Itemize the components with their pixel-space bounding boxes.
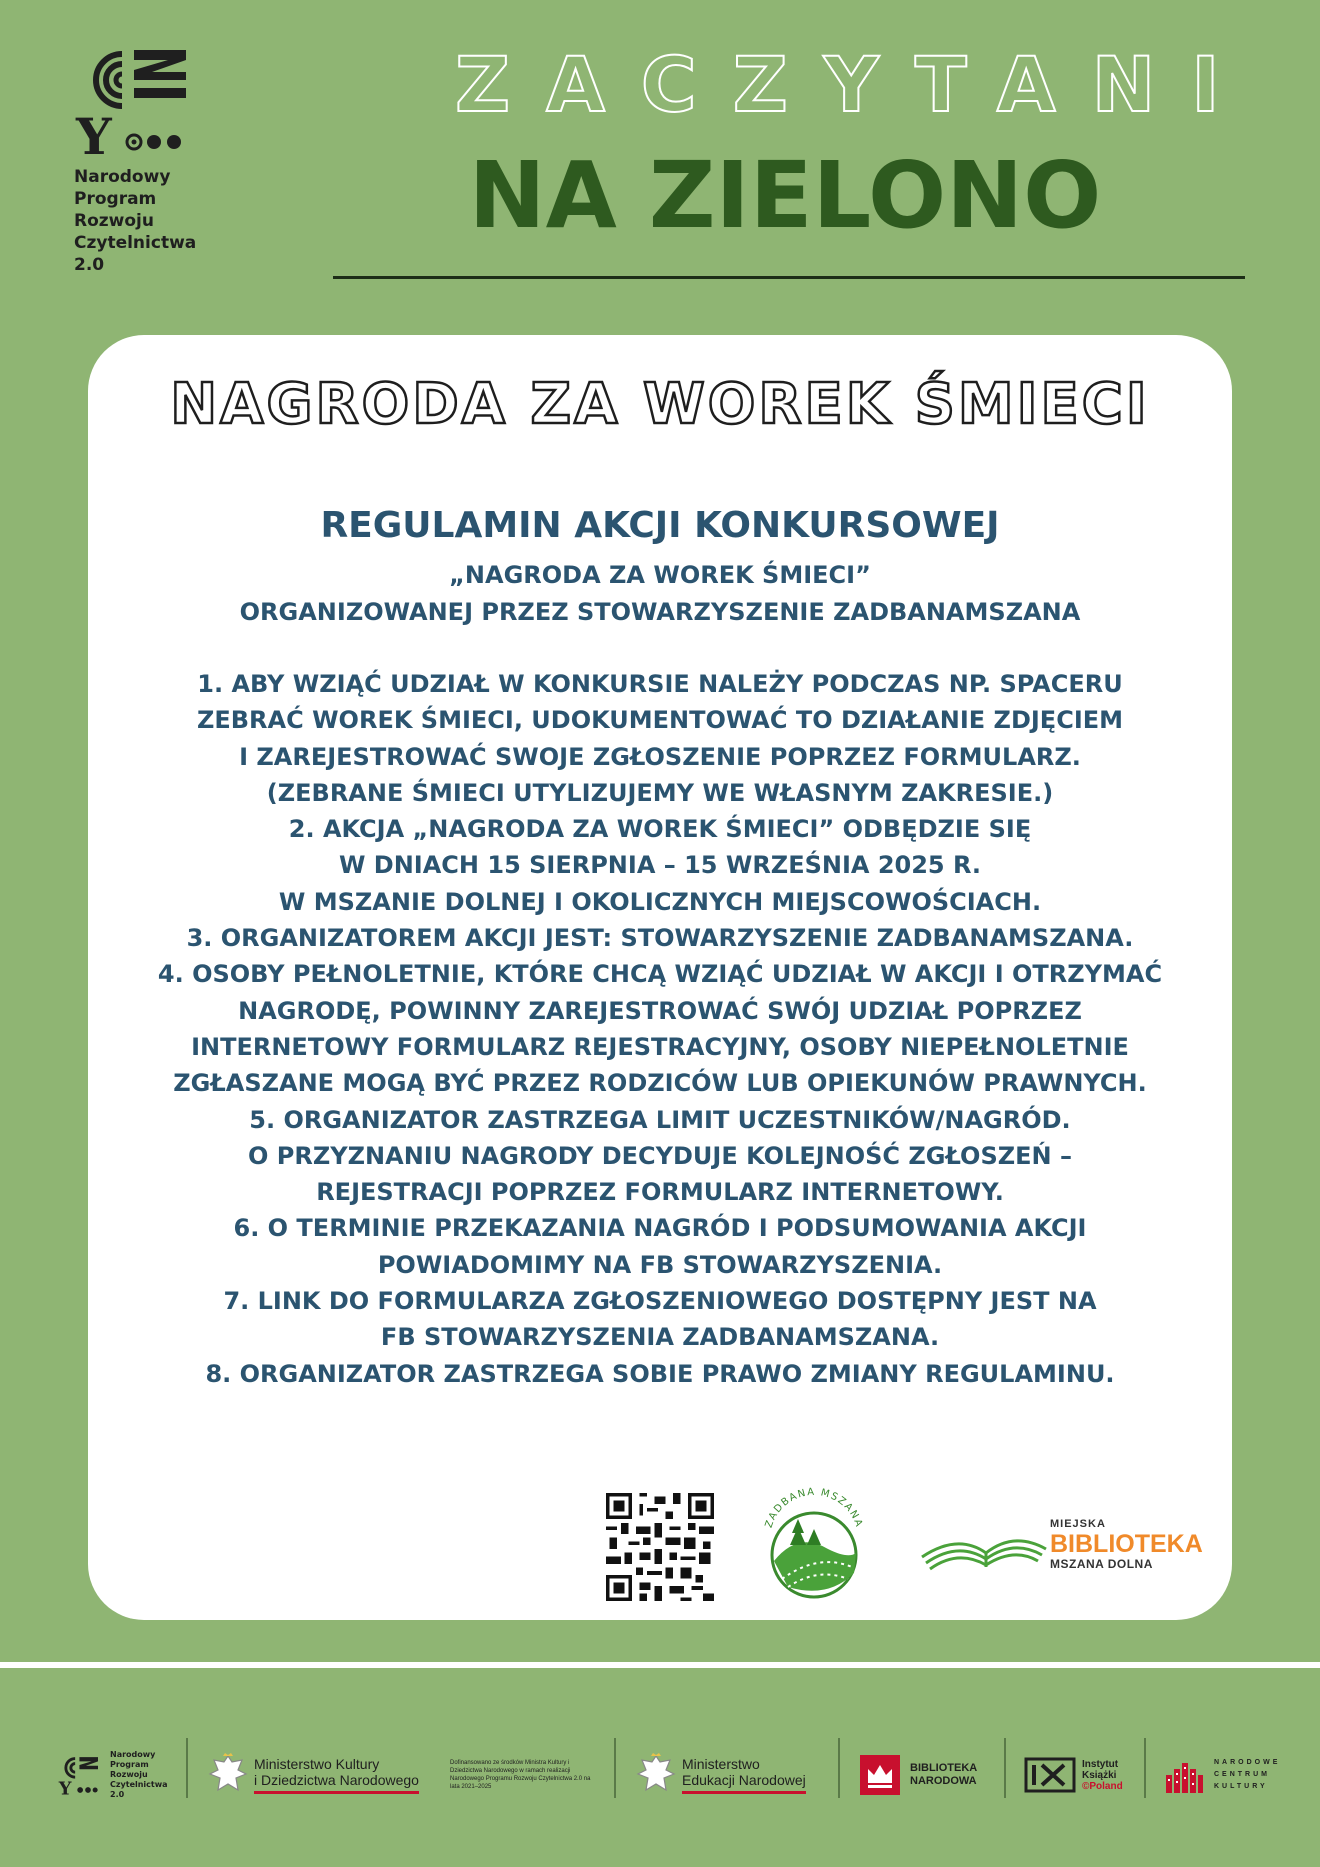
footer-funding-note: Dofinansowano ze środków Ministra Kultury i Dziedzictwa Narodowego w ramach realizacji Narodowego Programu Rozwoju Czytelnictwa 2.0 na lata 2021–2025 [450, 1760, 591, 1790]
title-na-zielono: NA ZIELONO [468, 142, 1102, 249]
rule-line: I ZAREJESTROWAĆ SWOJE ZGŁOSZENIE POPRZEZ FORMULARZ. [239, 742, 1081, 771]
rule-line: 5. ORGANIZATOR ZASTRZEGA LIMIT UCZESTNIKÓW/NAGRÓD. [249, 1105, 1071, 1134]
footer-separator [614, 1738, 616, 1798]
rule-line: POWIADOMIMY NA FB STOWARZYSZENIA. [377, 1250, 943, 1279]
footer-nck-logo: NARODOWE CENTRUM KULTURY [1164, 1730, 1280, 1820]
czytelnictwo-small-icon [58, 1754, 98, 1796]
regulations-heading: REGULAMIN AKCJI KONKURSOWEJ [320, 505, 1000, 546]
footer-men-logo: Ministerstwo Edukacji Narodowej [636, 1730, 806, 1820]
rule-line: FB STOWARZYSZENIA ZADBANAMSZANA. [380, 1323, 940, 1352]
czytelnictwo-logo [74, 44, 214, 276]
rule-line: REJESTRACJI POPRZEZ FORMULARZ INTERNETOWY. [316, 1178, 1004, 1207]
card-title: NAGRODA ZA WOREK ŚMIECI [170, 372, 1150, 437]
czytelnictwo-logo-icon [74, 44, 186, 156]
regulations-subtitle: „NAGRODA ZA WOREK ŚMIECI” [449, 561, 871, 589]
footer-separator [1004, 1738, 1006, 1798]
library-logo: MIEJSKA BIBLIOTEKA MSZANA DOLNA [1050, 1518, 1203, 1571]
header-divider [333, 276, 1245, 279]
footer-nprcz-logo: Y Narodowy Program Rozwoju Czytelnictwa 2.0 [58, 1750, 168, 1799]
rule-line: 3. ORGANIZATOREM AKCJI JEST: STOWARZYSZENIE ZADBANAMSZANA. [186, 924, 1134, 953]
footer-ik-logo: Instytut Książki ©Poland [1024, 1730, 1123, 1820]
rule-line: W DNIACH 15 SIERPNIA – 15 WRZEŚNIA 2025 R. [338, 851, 982, 880]
bn-crown-icon [860, 1755, 900, 1795]
rule-line: (ZEBRANE ŚMIECI UTYLIZUJEMY WE WŁASNYM ZAKRESIE.) [266, 778, 1054, 807]
rule-line: INTERNETOWY FORMULARZ REJESTRACYJNY, OSOBY NIEPEŁNOLETNIE [191, 1032, 1129, 1061]
rule-line: 7. LINK DO FORMULARZA ZGŁOSZENIOWEGO DOSTĘPNY JEST NA [223, 1287, 1097, 1316]
rule-line: 4. OSOBY PEŁNOLETNIE, KTÓRE CHCĄ WZIĄĆ UDZIAŁ W AKCJI I OTRZYMAĆ [157, 960, 1163, 989]
rule-line: O PRZYZNANIU NAGRODY DECYDUJE KOLEJNOŚĆ ZGŁOSZEŃ – [248, 1141, 1072, 1170]
footer-mkidn-logo: Ministerstwo Kultury i Dziedzictwa Narodowego [208, 1730, 419, 1820]
rule-line: ZGŁASZANE MOGĄ BYĆ PRZEZ RODZICÓW LUB OPIEKUNÓW PRAWNYCH. [173, 1069, 1147, 1098]
rule-line: 2. AKCJA „NAGRODA ZA WOREK ŚMIECI” ODBĘDZIE SIĘ [288, 815, 1032, 844]
ik-logo-icon [1024, 1755, 1076, 1795]
sponsor-footer [0, 1730, 1320, 1830]
nck-logo-icon [1164, 1755, 1204, 1795]
rules-list [108, 666, 1212, 1392]
polish-eagle-icon [636, 1752, 676, 1798]
regulations-organizer: ORGANIZOWANEJ PRZEZ STOWARZYSZENIE ZADBANAMSZANA [239, 598, 1081, 626]
zadbana-mszana-logo [758, 1483, 870, 1601]
rule-line: 1. ABY WZIĄĆ UDZIAŁ W KONKURSIE NALEŻY PODCZAS NP. SPACERU [197, 670, 1123, 698]
rule-line: 6. O TERMINIE PRZEKAZANIA NAGRÓD I PODSUMOWANIA AKCJI [233, 1214, 1087, 1243]
regulations-card [88, 335, 1232, 1620]
rule-line: NAGRODĘ, POWINNY ZAREJESTROWAĆ SWÓJ UDZIAŁ POPRZEZ [238, 996, 1082, 1025]
footer-separator [1144, 1738, 1146, 1798]
svg-text:Y: Y [58, 1778, 72, 1796]
svg-text:Y: Y [76, 107, 112, 156]
title-zaczytani: ZACZYTANI [455, 40, 1256, 129]
polish-eagle-icon [208, 1752, 248, 1798]
rule-line: ZEBRAĆ WOREK ŚMIECI, UDOKUMENTOWAĆ TO DZIAŁANIE ZDJĘCIEM [196, 706, 1124, 735]
footer-separator [838, 1738, 840, 1798]
footer-divider [0, 1662, 1320, 1668]
rule-line: W MSZANIE DOLNEJ I OKOLICZNYCH MIEJSCOWOŚCIACH. [278, 887, 1042, 916]
rule-line: 8. ORGANIZATOR ZASTRZEGA SOBIE PRAWO ZMIANY REGULAMINU. [205, 1359, 1115, 1388]
svg-text:ZADBANA MSZANA: ZADBANA MSZANA [763, 1486, 865, 1530]
qr-code-icon[interactable] [606, 1493, 714, 1601]
program-caption: Narodowy Program Rozwoju Czytelnictwa 2.0 [74, 167, 197, 275]
footer-bn-logo: BIBLIOTEKA NARODOWA [860, 1730, 977, 1820]
footer-separator [186, 1738, 188, 1798]
